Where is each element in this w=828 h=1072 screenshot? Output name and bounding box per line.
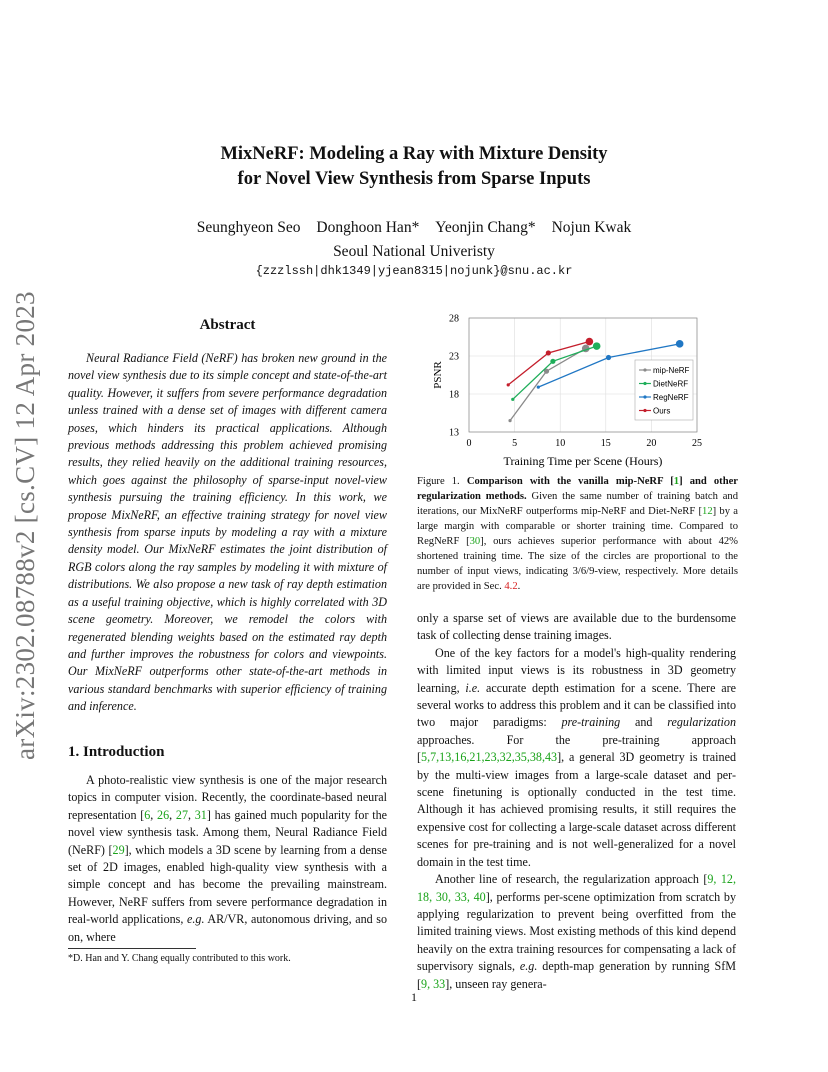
x-tick-label: 15 [600,438,611,449]
title-line-2: for Novel View Synthesis from Sparse Inputs [237,169,591,189]
intro-paragraph: A photo-realistic view synthesis is one of the major research topics in computer vision. Recently, the coordinate-based neural representation [6, 26, 27, 31] has gained much popularity for the novel view synthesis task. Among them, Neural Radiance Field (NeRF) [29], which models a 3D scene by learning from a dense set of 2D images, enabled high-quality view synthesis with a simple concept and has become the prevailing mainstream. However, NeRF suffers from severe performance degradation in real-world applications, e.g. AR/VR, autonomous driving, and so on, where [68,773,387,944]
figure-1-chart [417,304,737,472]
x-tick-label: 25 [692,438,702,449]
paragraph: only a sparse set of views are available due to the burdensome task of collecting dense training images. [417,611,736,643]
legend-label: RegNeRF [653,393,689,402]
author-list [0,219,828,237]
data-point [546,350,551,355]
citation-link[interactable]: 1 [673,476,680,487]
chart-y-axis-label: PSNR [432,361,444,389]
series-line [513,346,597,399]
paper-title [0,142,828,192]
data-point [507,383,510,386]
citation-link[interactable]: 27 [175,807,188,822]
legend-marker [643,382,646,385]
author-emails: {zzzlssh|dhk1349|yjean8315|nojunk}@snu.ac.kr [255,264,573,278]
figure-caption: Figure 1. Comparison with the vanilla mip-NeRF [1] and other regularization methods. Given the same number of training batch and iterations, our MixNeRF outperforms mip-NeRF and Diet-NeRF [12] by a large margin with comparable or shorter training time. Compared to RegNeRF [30], ours achieves superior performance with about 42% shortened training time. The size of the circles are proportional to the number of input views, indicating 3/6/9-view, respectively. More details are provided in Sec. 4.2. [417,476,739,592]
y-tick-label: 23 [449,351,459,363]
data-point [606,355,611,360]
author: Donghoon Han* [316,219,420,236]
citation-link[interactable]: 12 [702,506,713,517]
section-link[interactable]: 4.2 [504,581,518,592]
arxiv-stamp: arXiv:2302.08788v2 [cs.CV] 12 Apr 2023 [10,291,40,760]
page-number: 1 [411,990,417,1004]
citation-link[interactable]: 9, 33 [421,976,446,991]
footnote-rule [68,948,196,949]
data-point [537,386,540,389]
data-point [676,340,684,348]
citation-link[interactable]: 5,7,13,16,21,23,32,35,38,43 [421,750,558,765]
data-point [550,359,555,364]
abstract-body: Neural Radiance Field (NeRF) has broken new ground in the novel view synthesis due to its simple concept and state-of-the-art quality. However, it suffers from severe performance degradation unless trained with a dense set of images with different camera poses, which hinders its practical applications. Although previous methods addressing this problem achieved promising results, they relied heavily on the additional training resources, which goes against the philosophy of sparse-input novel-view synthesis pursuing the training efficiency. In this work, we propose MixNeRF, an effective training strategy for novel view synthesis from sparse inputs by modeling a ray with a mixture density model. Our MixNeRF estimates the joint distribution of RGB colors along the ray samples by modeling it with mixture of distributions. We also propose a new task of ray depth estimation as a useful training objective, which is highly correlated with 3D scene geometry. Moreover, we remodel the colors with regenerated blending weights based on the estimated ray depth and further improves the robustness for colors and viewpoints. Our MixNeRF outperforms other state-of-the-art methods in various standard benchmarks with superior efficiency of training and inference. [68,351,387,714]
legend-marker [643,395,646,398]
author: Nojun Kwak [551,219,632,236]
chart-x-axis-label: Training Time per Scene (Hours) [503,454,663,468]
footnote: *D. Han and Y. Chang equally contributed to this work. [68,953,291,964]
legend-label: DietNeRF [653,379,689,389]
author: Yeonjin Chang* [435,219,536,236]
y-tick-label: 13 [449,427,459,439]
citation-link[interactable]: 9, 12, 18, 30, 33, 40 [417,872,736,904]
series-line [508,342,589,385]
abstract-heading: Abstract [199,317,256,333]
citation-link[interactable]: 29 [112,842,125,857]
citation-link[interactable]: 6 [144,807,151,822]
series-line [510,348,586,420]
chart-legend [635,360,693,420]
citation-link[interactable]: 26 [157,807,170,822]
x-tick-label: 5 [512,438,518,449]
y-tick-label: 28 [449,313,459,325]
data-point [511,398,514,401]
legend-marker [643,368,646,371]
right-column-text [417,610,736,993]
citation-link[interactable]: 31 [194,807,207,822]
affiliation: Seoul National Univeristy [333,243,495,260]
x-tick-label: 10 [555,438,566,449]
data-point [586,338,594,346]
citation-link[interactable]: 30 [469,536,481,547]
legend-label: mip-NeRF [653,366,690,375]
paragraph: Another line of research, the regularization approach [9, 12, 18, 30, 33, 40], performs per-scene optimization from scratch by applying regularization to prevent being overfitted from the limited training views. Most existing methods of this kind depend heavily on the extra training resources for compensating a lack of supervisory signals, e.g. depth-map generation by running SfM [9, 33], unseen ray genera- [417,872,736,991]
title-line-1: MixNeRF: Modeling a Ray with Mixture Density [220,144,608,164]
paragraph: One of the key factors for a model's high-quality rendering with limited input views is its robustness in 3D geometry learning, i.e. accurate depth estimation for a scene. There are several works to address this problem and it can be classified into two major paradigms: pre-training and regularization approaches. For the pre-training approach [5,7,13,16,21,23,32,35,38,43], a general 3D geometry is trained by the multi-view images from a large-scale dataset and per-scene finetuning is optionally conducted in the test time. Although it has achieved promising results, it still requires the expensive cost for collecting a large-scale dataset across different scenes for pre-training and is not well-generalized for a novel domain in the test time. [417,645,736,869]
data-point [508,419,511,422]
data-point [593,342,601,350]
legend-marker [643,409,646,412]
author: Seunghyeon Seo [196,219,301,236]
section-heading-introduction: 1. Introduction [68,744,165,760]
x-tick-label: 20 [646,438,657,449]
x-tick-label: 0 [466,438,472,449]
legend-label: Ours [653,406,671,416]
y-tick-label: 18 [449,389,459,401]
